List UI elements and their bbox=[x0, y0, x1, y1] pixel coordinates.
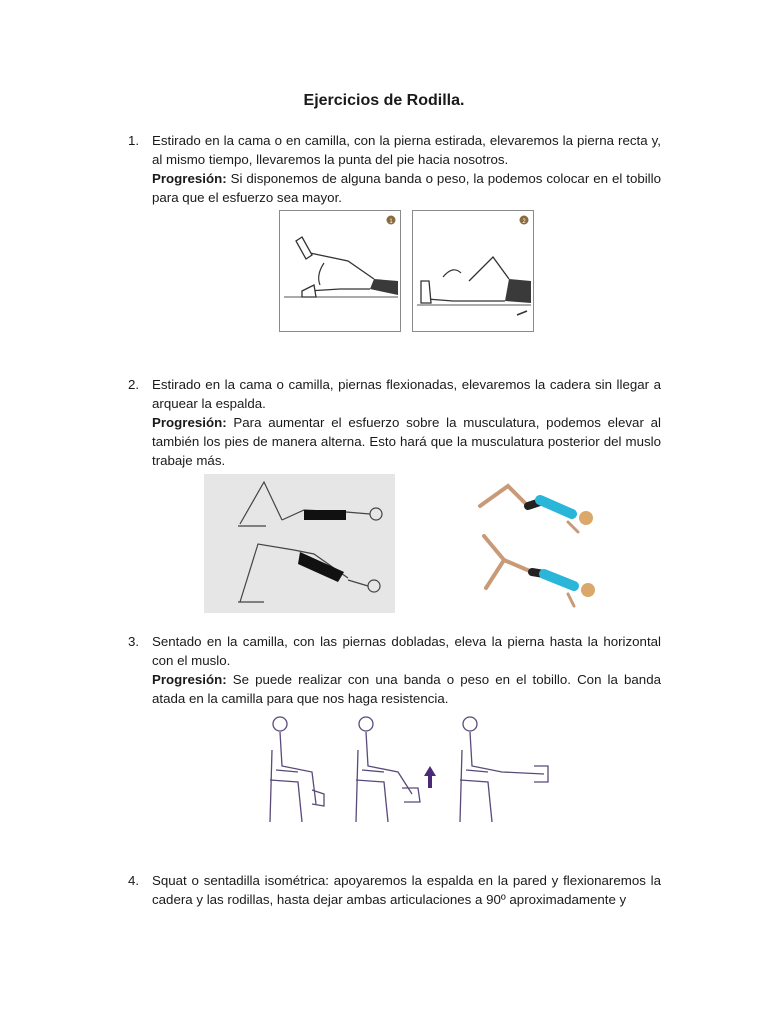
progression-text: Para aumentar el esfuerzo sobre la musculatura, podemos elevar al también los pies de manera alterna. Esto hará que la musculatura posterior del muslo trabaje más. bbox=[152, 415, 661, 468]
exercise-number: 1. bbox=[128, 133, 140, 148]
exercise-progression bbox=[152, 413, 661, 470]
exercise-number: 4. bbox=[128, 873, 140, 888]
leg-raise-illustration-1 bbox=[279, 210, 401, 332]
bridge-photo-illustration bbox=[468, 476, 608, 616]
progression-label: Progresión: bbox=[152, 672, 227, 687]
exercise-4 bbox=[128, 871, 661, 909]
exercise-number: 2. bbox=[128, 377, 140, 392]
progression-text: Se puede realizar con una banda o peso en el tobillo. Con la banda atada en la camilla para que nos haga resistencia. bbox=[152, 672, 661, 706]
exercise-progression bbox=[152, 670, 661, 708]
seated-knee-extension-illustration bbox=[262, 710, 554, 828]
exercise-number: 3. bbox=[128, 634, 140, 649]
badge-2: 2 bbox=[522, 219, 526, 225]
exercise-2 bbox=[128, 375, 661, 470]
exercise-text: Estirado en la cama o en camilla, con la pierna estirada, elevaremos la pierna recta y, al mismo tiempo, llevaremos la punta del pie hacia nosotros. bbox=[152, 133, 661, 167]
badge-1: 1 bbox=[389, 219, 393, 225]
exercise-progression bbox=[152, 169, 661, 207]
exercise-text: Squat o sentadilla isométrica: apoyaremos la espalda en la pared y flexionaremos la cadera y las rodillas, hasta dejar ambas articulaciones a 90º aproximadamente y bbox=[152, 873, 661, 907]
bridge-lineart-illustration bbox=[204, 474, 395, 613]
progression-label: Progresión: bbox=[152, 415, 227, 430]
leg-raise-illustration-2 bbox=[412, 210, 534, 332]
exercise-1 bbox=[128, 131, 661, 207]
progression-text: Si disponemos de alguna banda o peso, la podemos colocar en el tobillo para que el esfuerzo sea mayor. bbox=[152, 171, 661, 205]
progression-label: Progresión: bbox=[152, 171, 227, 186]
exercise-text: Sentado en la camilla, con las piernas dobladas, eleva la pierna hasta la horizontal con el muslo. bbox=[152, 634, 661, 668]
exercise-text: Estirado en la cama o camilla, piernas flexionadas, elevaremos la cadera sin llegar a arquear la espalda. bbox=[152, 377, 661, 411]
exercise-3 bbox=[128, 632, 661, 708]
document-title: Ejercicios de Rodilla. bbox=[303, 92, 465, 109]
